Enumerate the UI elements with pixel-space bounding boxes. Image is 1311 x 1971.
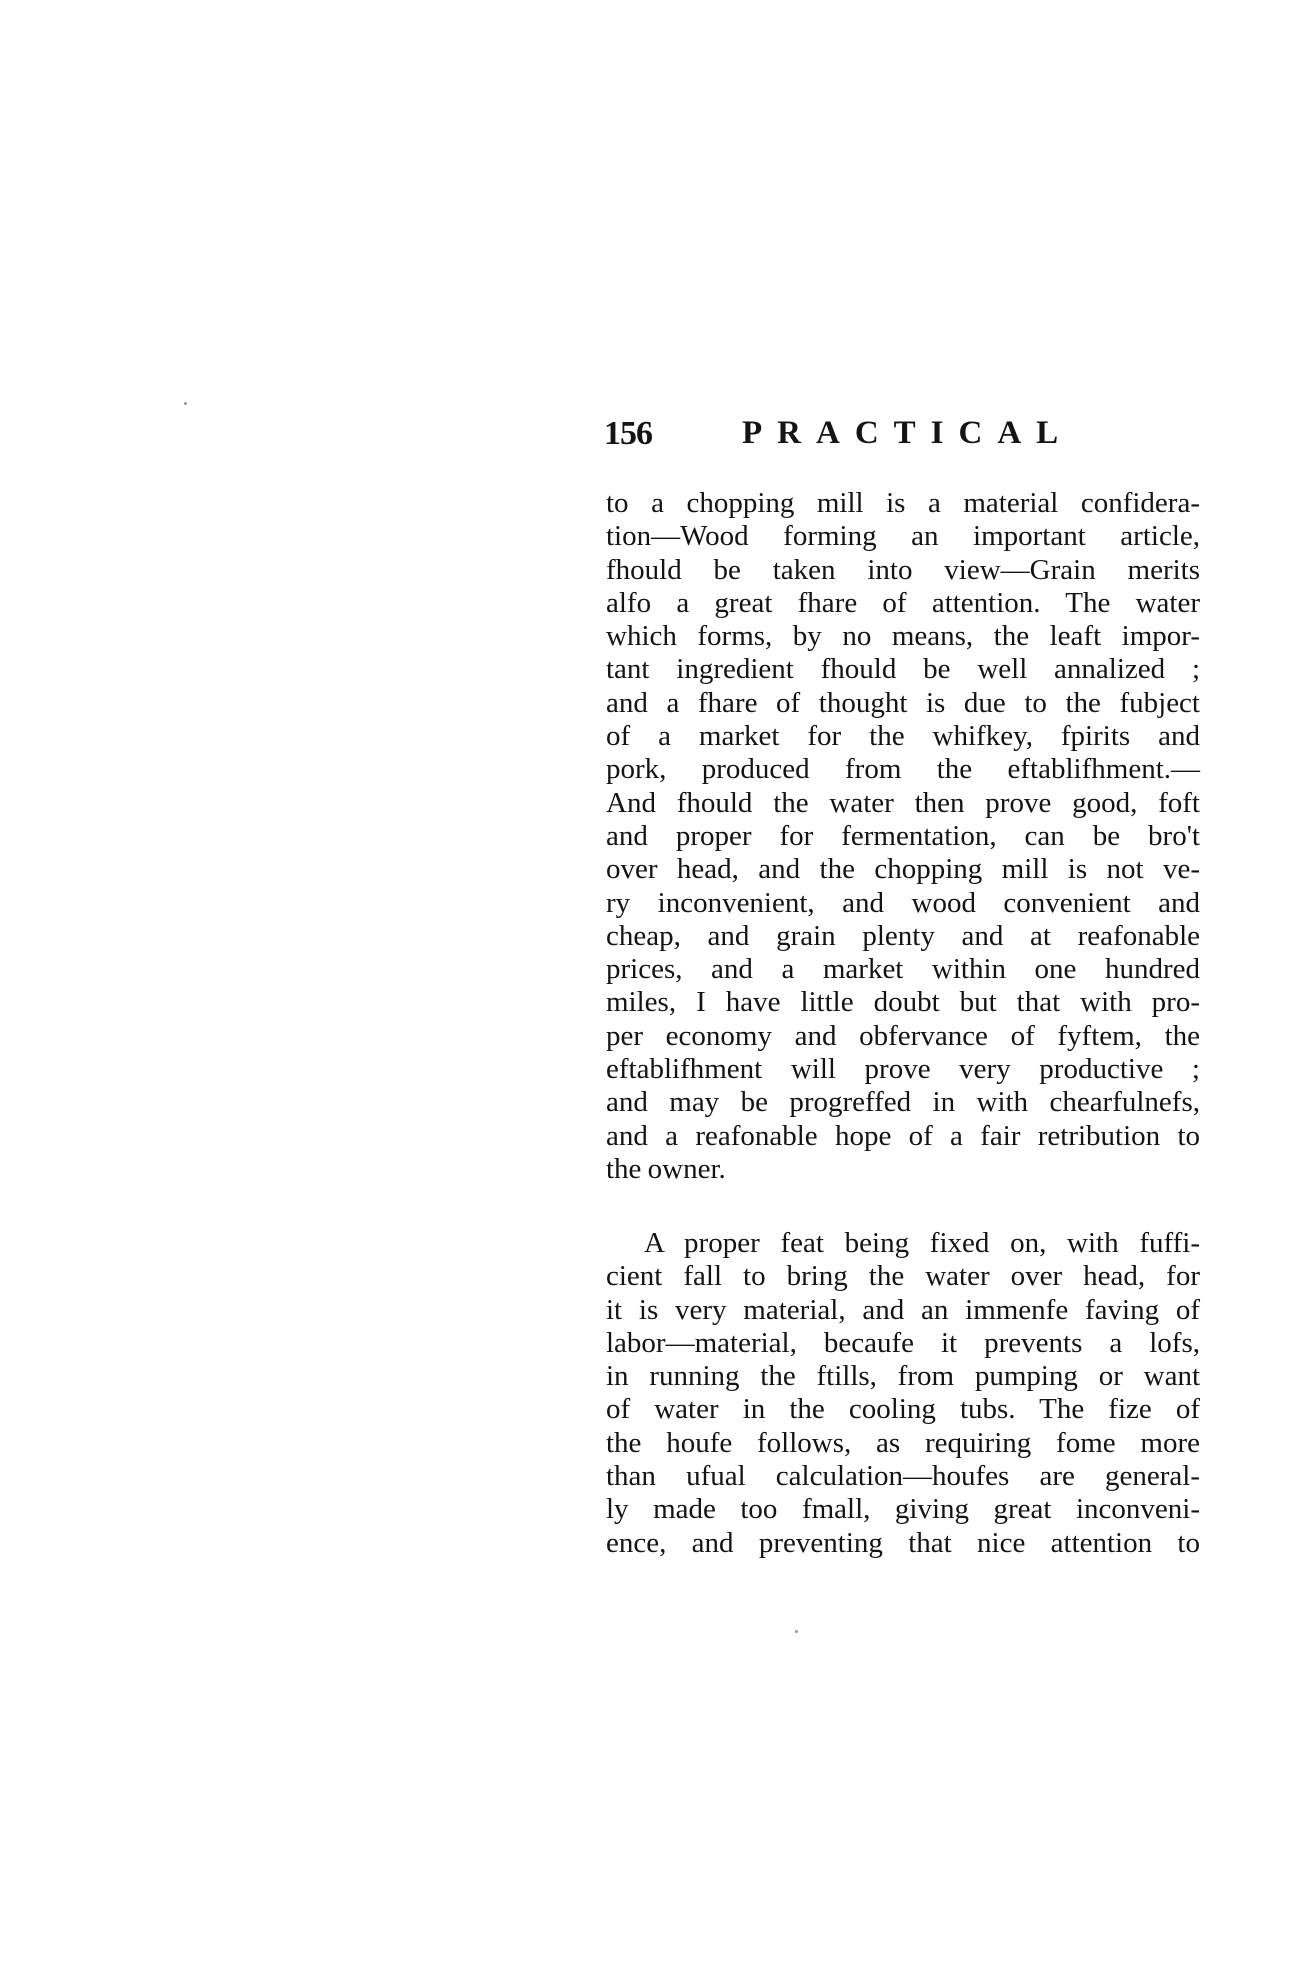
text-line: tant ingredient fhould be well annalized ;	[606, 653, 1200, 686]
text-line: and a reafonable hope of a fair retribution to	[606, 1119, 1200, 1152]
text-line: which forms, by no means, the leaft impor-	[606, 620, 1200, 653]
text-line: pork, produced from the eftablifhment.—	[606, 753, 1200, 786]
paper-speck	[184, 402, 187, 405]
text-line: ence, and preventing that nice attention to	[606, 1526, 1200, 1559]
text-line: per economy and obfervance of fyftem, the	[606, 1019, 1200, 1052]
text-line: tion—Wood forming an important article,	[606, 520, 1200, 553]
text-line: than ufual calculation—houfes are general-	[606, 1460, 1200, 1493]
text-line: and proper for fermentation, can be bro't	[606, 819, 1200, 852]
text-line: labor—material, becaufe it prevents a lofs,	[606, 1326, 1200, 1359]
text-line: over head, and the chopping mill is not ve-	[606, 853, 1200, 886]
text-line: ry inconvenient, and wood convenient and	[606, 886, 1200, 919]
text-line: eftablifhment will prove very productive ;	[606, 1053, 1200, 1086]
text-line: and may be progreffed in with chearfulnefs,	[606, 1086, 1200, 1119]
text-line: fhould be taken into view—Grain merits	[606, 553, 1200, 586]
running-title: PRACTICAL	[742, 415, 1074, 451]
text-line: the owner.	[606, 1152, 726, 1185]
text-line: alfo a great fhare of attention. The water	[606, 586, 1200, 619]
text-line: it is very material, and an immenfe faving of	[606, 1293, 1200, 1326]
text-line: ly made too fmall, giving great inconveni-	[606, 1493, 1200, 1526]
text-line: in running the ftills, from pumping or want	[606, 1360, 1200, 1393]
text-line: of a market for the whifkey, fpirits and	[606, 720, 1200, 753]
text-line: and a fhare of thought is due to the fubject	[606, 686, 1200, 719]
paragraph-1	[606, 487, 1200, 1186]
text-line: cheap, and grain plenty and at reafonable	[606, 919, 1200, 952]
text-line: A proper feat being fixed on, with fuffi-	[644, 1227, 1200, 1259]
text-line: And fhould the water then prove good, foft	[606, 786, 1200, 819]
text-line: prices, and a market within one hundred	[606, 953, 1200, 986]
text-line: miles, I have little doubt but that with pro-	[606, 986, 1200, 1019]
page-header	[604, 415, 1094, 459]
text-line: to a chopping mill is a material confidera-	[606, 487, 1200, 519]
page-number: 156	[604, 415, 652, 452]
text-line: of water in the cooling tubs. The fize of	[606, 1393, 1200, 1426]
text-line: the houfe follows, as requiring fome more	[606, 1426, 1200, 1459]
paper-speck	[795, 1630, 798, 1633]
text-line: cient fall to bring the water over head, for	[606, 1260, 1200, 1293]
paragraph-2	[606, 1227, 1200, 1560]
